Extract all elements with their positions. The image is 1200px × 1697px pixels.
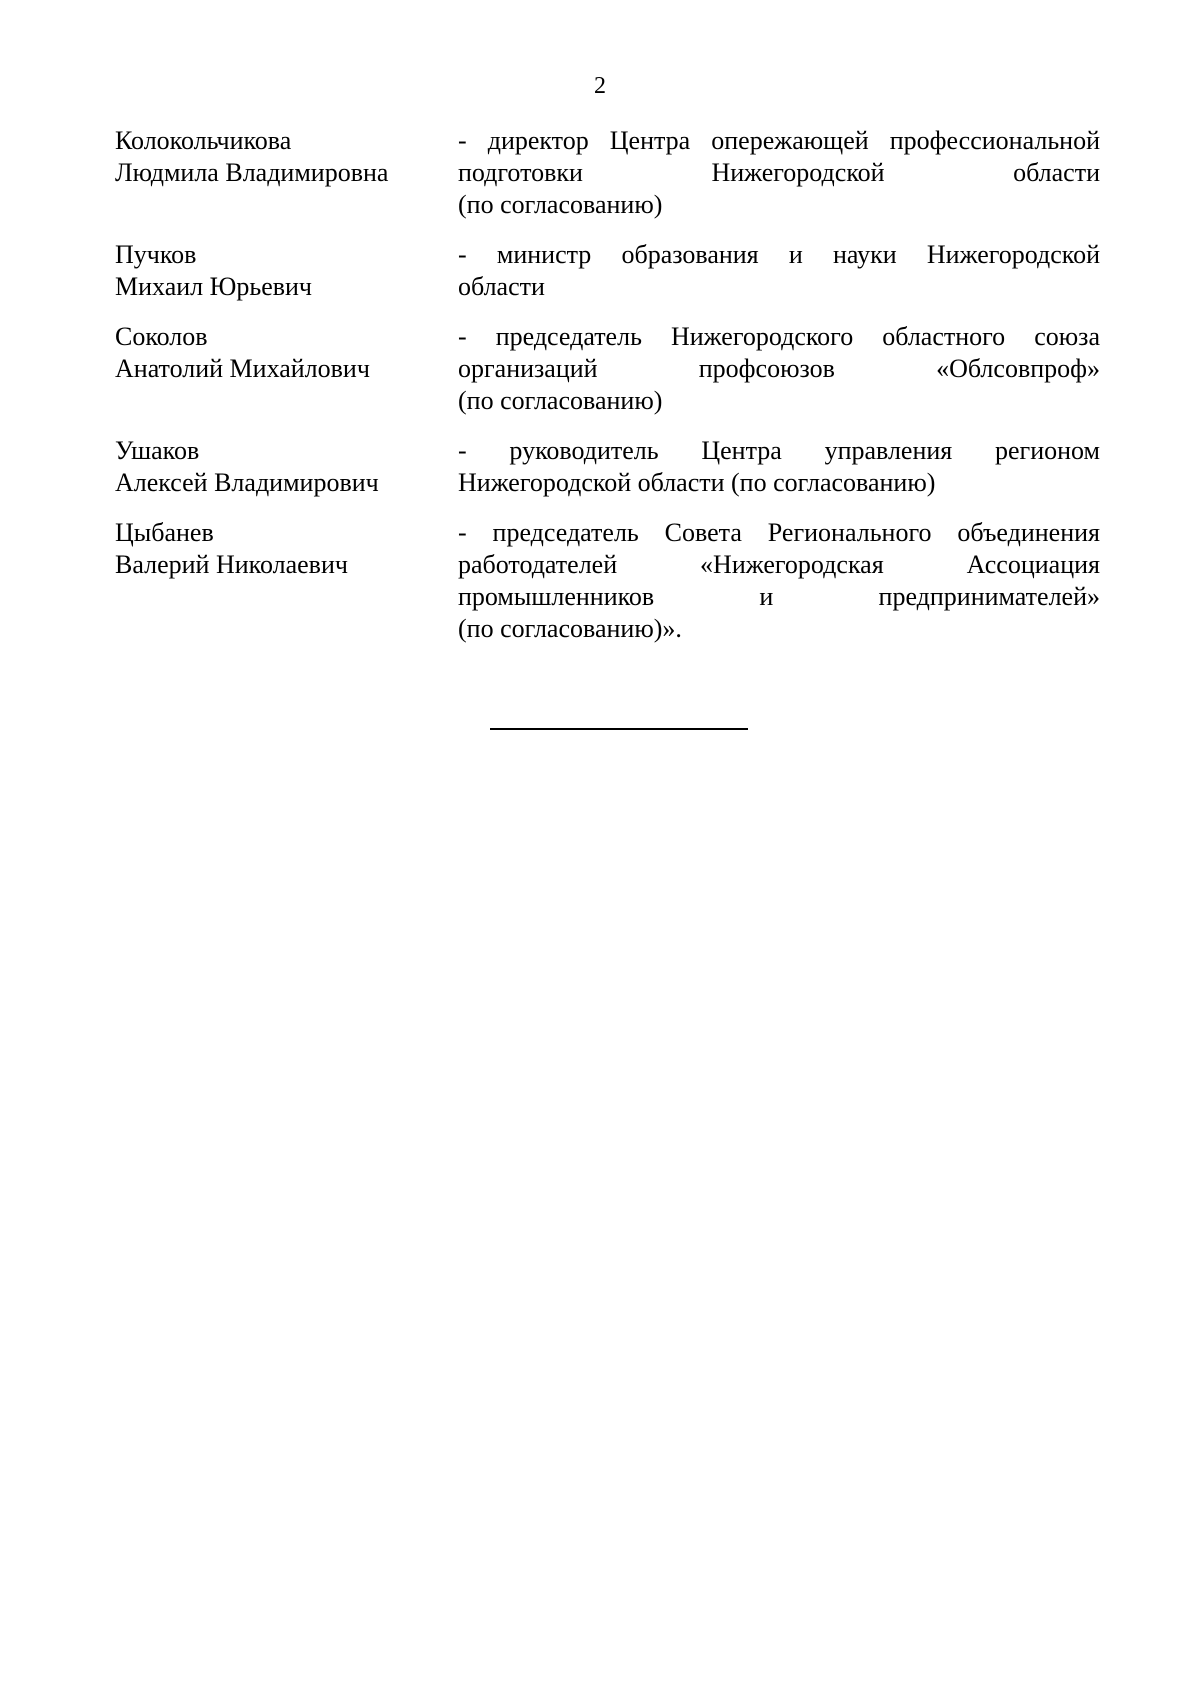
role-line: - председатель Нижегородского областного союза bbox=[458, 322, 1100, 351]
page-number: 2 bbox=[594, 73, 606, 99]
member-given-names: Михаил Юрьевич bbox=[115, 272, 313, 301]
role-line: (по согласованию) bbox=[458, 386, 663, 415]
member-surname: Ушаков bbox=[115, 436, 200, 465]
role-line: работодателей «Нижегородская Ассоциация bbox=[458, 550, 1100, 579]
member-entry bbox=[115, 517, 1100, 645]
member-entry bbox=[115, 239, 1100, 303]
member-name bbox=[115, 239, 458, 303]
member-given-names: Алексей Владимирович bbox=[115, 468, 379, 497]
member-role bbox=[458, 435, 1100, 499]
member-surname: Соколов bbox=[115, 322, 208, 351]
member-surname: Цыбанев bbox=[115, 518, 214, 547]
role-line: - министр образования и науки Нижегородской bbox=[458, 240, 1100, 269]
role-line: области bbox=[458, 272, 545, 301]
member-given-names: Валерий Николаевич bbox=[115, 550, 348, 579]
role-line: организаций профсоюзов «Облсовпроф» bbox=[458, 354, 1100, 383]
role-line: (по согласованию)». bbox=[458, 614, 682, 643]
role-line: - директор Центра опережающей профессиональной bbox=[458, 126, 1100, 155]
member-name bbox=[115, 517, 458, 645]
member-name bbox=[115, 435, 458, 499]
member-role bbox=[458, 239, 1100, 303]
role-line: - руководитель Центра управления регионом bbox=[458, 436, 1100, 465]
member-role bbox=[458, 517, 1100, 645]
member-given-names: Людмила Владимировна bbox=[115, 158, 389, 187]
members-list bbox=[115, 125, 1100, 663]
role-line: подготовки Нижегородской области bbox=[458, 158, 1100, 187]
member-entry bbox=[115, 321, 1100, 417]
member-name bbox=[115, 321, 458, 417]
role-line: (по согласованию) bbox=[458, 190, 663, 219]
closing-separator-line bbox=[490, 728, 748, 730]
member-entry bbox=[115, 435, 1100, 499]
role-line: - председатель Совета Регионального объединения bbox=[458, 518, 1100, 547]
member-name bbox=[115, 125, 458, 221]
role-line: промышленников и предпринимателей» bbox=[458, 582, 1100, 611]
role-line: Нижегородской области (по согласованию) bbox=[458, 468, 936, 497]
member-entry bbox=[115, 125, 1100, 221]
member-role bbox=[458, 125, 1100, 221]
member-role bbox=[458, 321, 1100, 417]
member-surname: Колокольчикова bbox=[115, 126, 292, 155]
member-given-names: Анатолий Михайлович bbox=[115, 354, 370, 383]
member-surname: Пучков bbox=[115, 240, 197, 269]
